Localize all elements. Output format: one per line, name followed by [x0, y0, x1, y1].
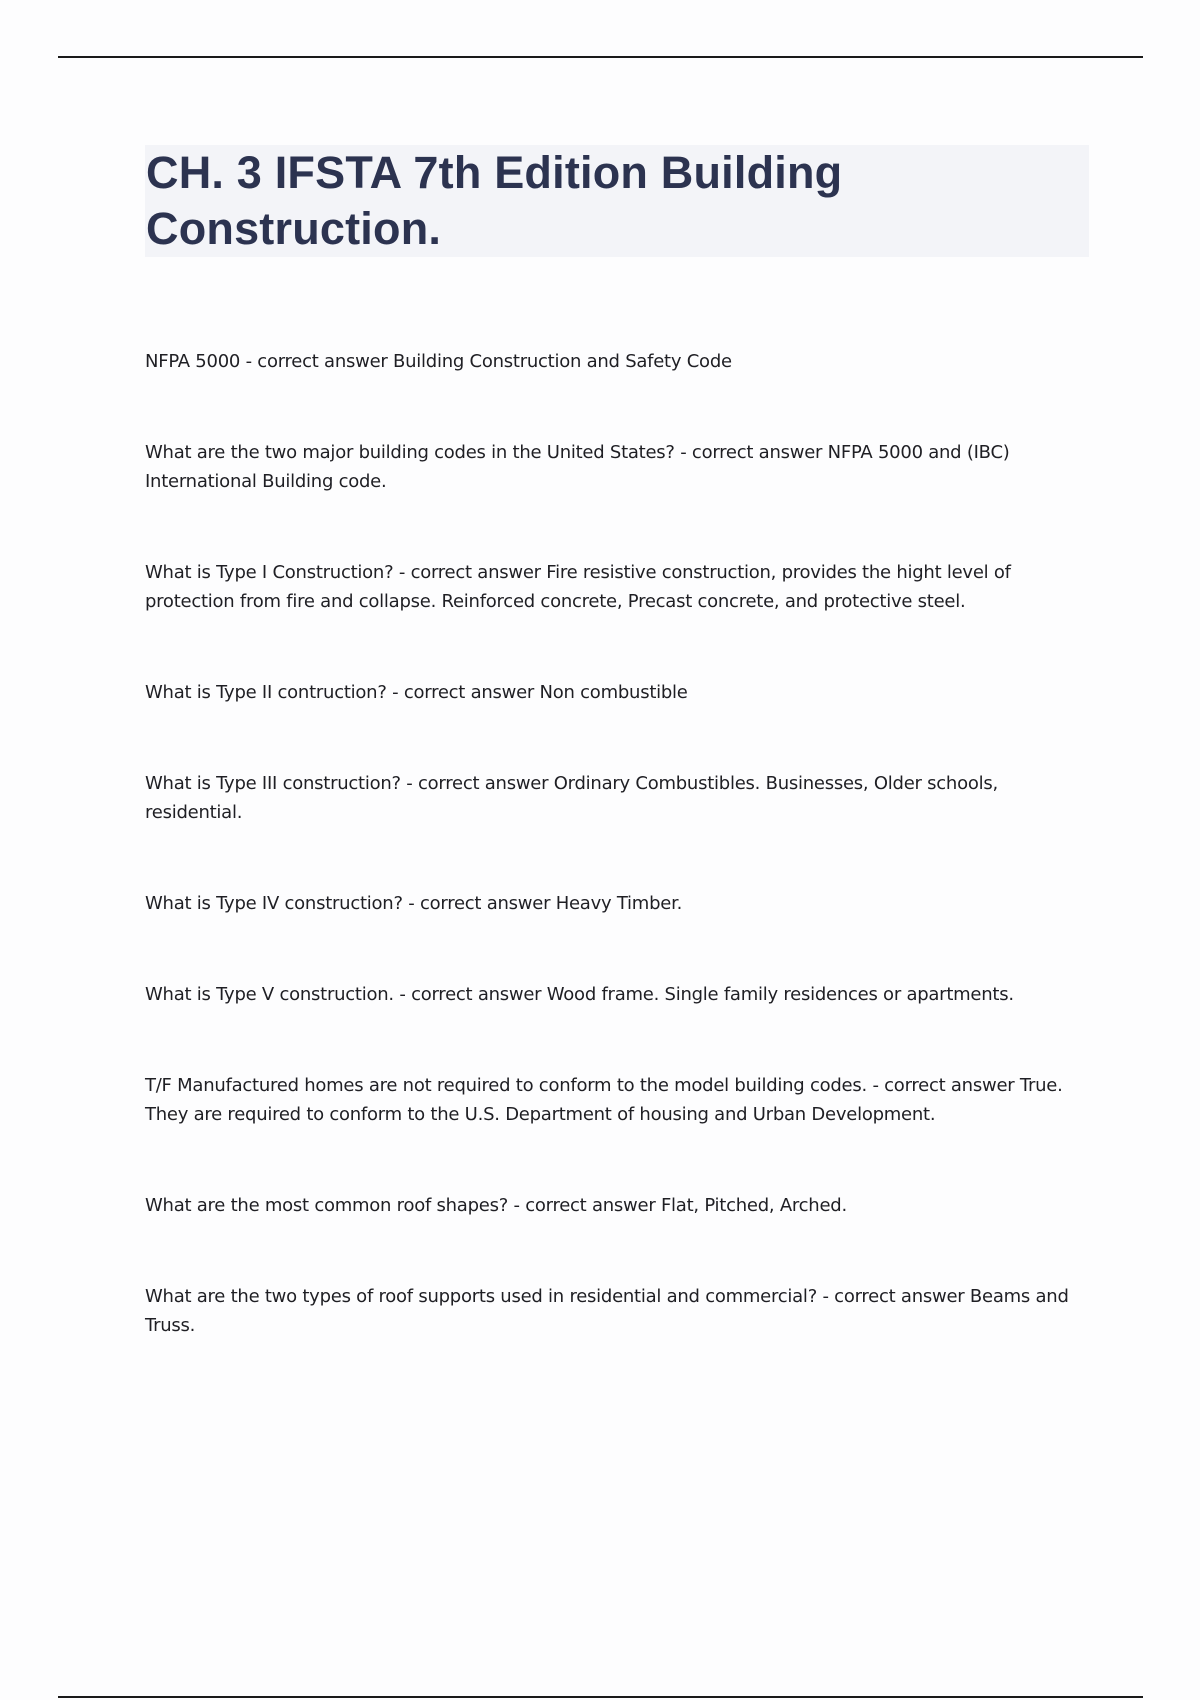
qa-list	[145, 347, 1075, 1402]
qa-item: What are the two types of roof supports used in residential and commercial? - correct answer Beams and Truss.	[145, 1286, 1069, 1336]
qa-item: What are the most common roof shapes? - correct answer Flat, Pitched, Arched.	[145, 1195, 847, 1216]
qa-item: What is Type IV construction? - correct answer Heavy Timber.	[145, 893, 683, 914]
qa-item: What is Type I Construction? - correct answer Fire resistive construction, provides the hight level of protection from fire and collapse. Reinforced concrete, Precast concrete, and protective steel.	[145, 562, 1011, 612]
qa-item: What is Type V construction. - correct answer Wood frame. Single family residences or apartments.	[145, 984, 1014, 1005]
qa-item: What is Type II contruction? - correct answer Non combustible	[145, 682, 688, 703]
qa-item: NFPA 5000 - correct answer Building Construction and Safety Code	[145, 351, 732, 372]
page-title: CH. 3 IFSTA 7th Edition Building Construction.	[146, 147, 843, 254]
title-block	[145, 145, 1089, 257]
bottom-rule	[58, 1696, 1143, 1698]
qa-item: T/F Manufactured homes are not required to conform to the model building codes. - correct answer True. They are required to conform to the U.S. Department of housing and Urban Development.	[145, 1075, 1063, 1125]
top-rule	[58, 56, 1143, 58]
qa-item: What is Type III construction? - correct answer Ordinary Combustibles. Businesses, Older schools, residential.	[145, 773, 998, 823]
qa-item: What are the two major building codes in the United States? - correct answer NFPA 5000 and (IBC) International Building code.	[145, 442, 1010, 492]
